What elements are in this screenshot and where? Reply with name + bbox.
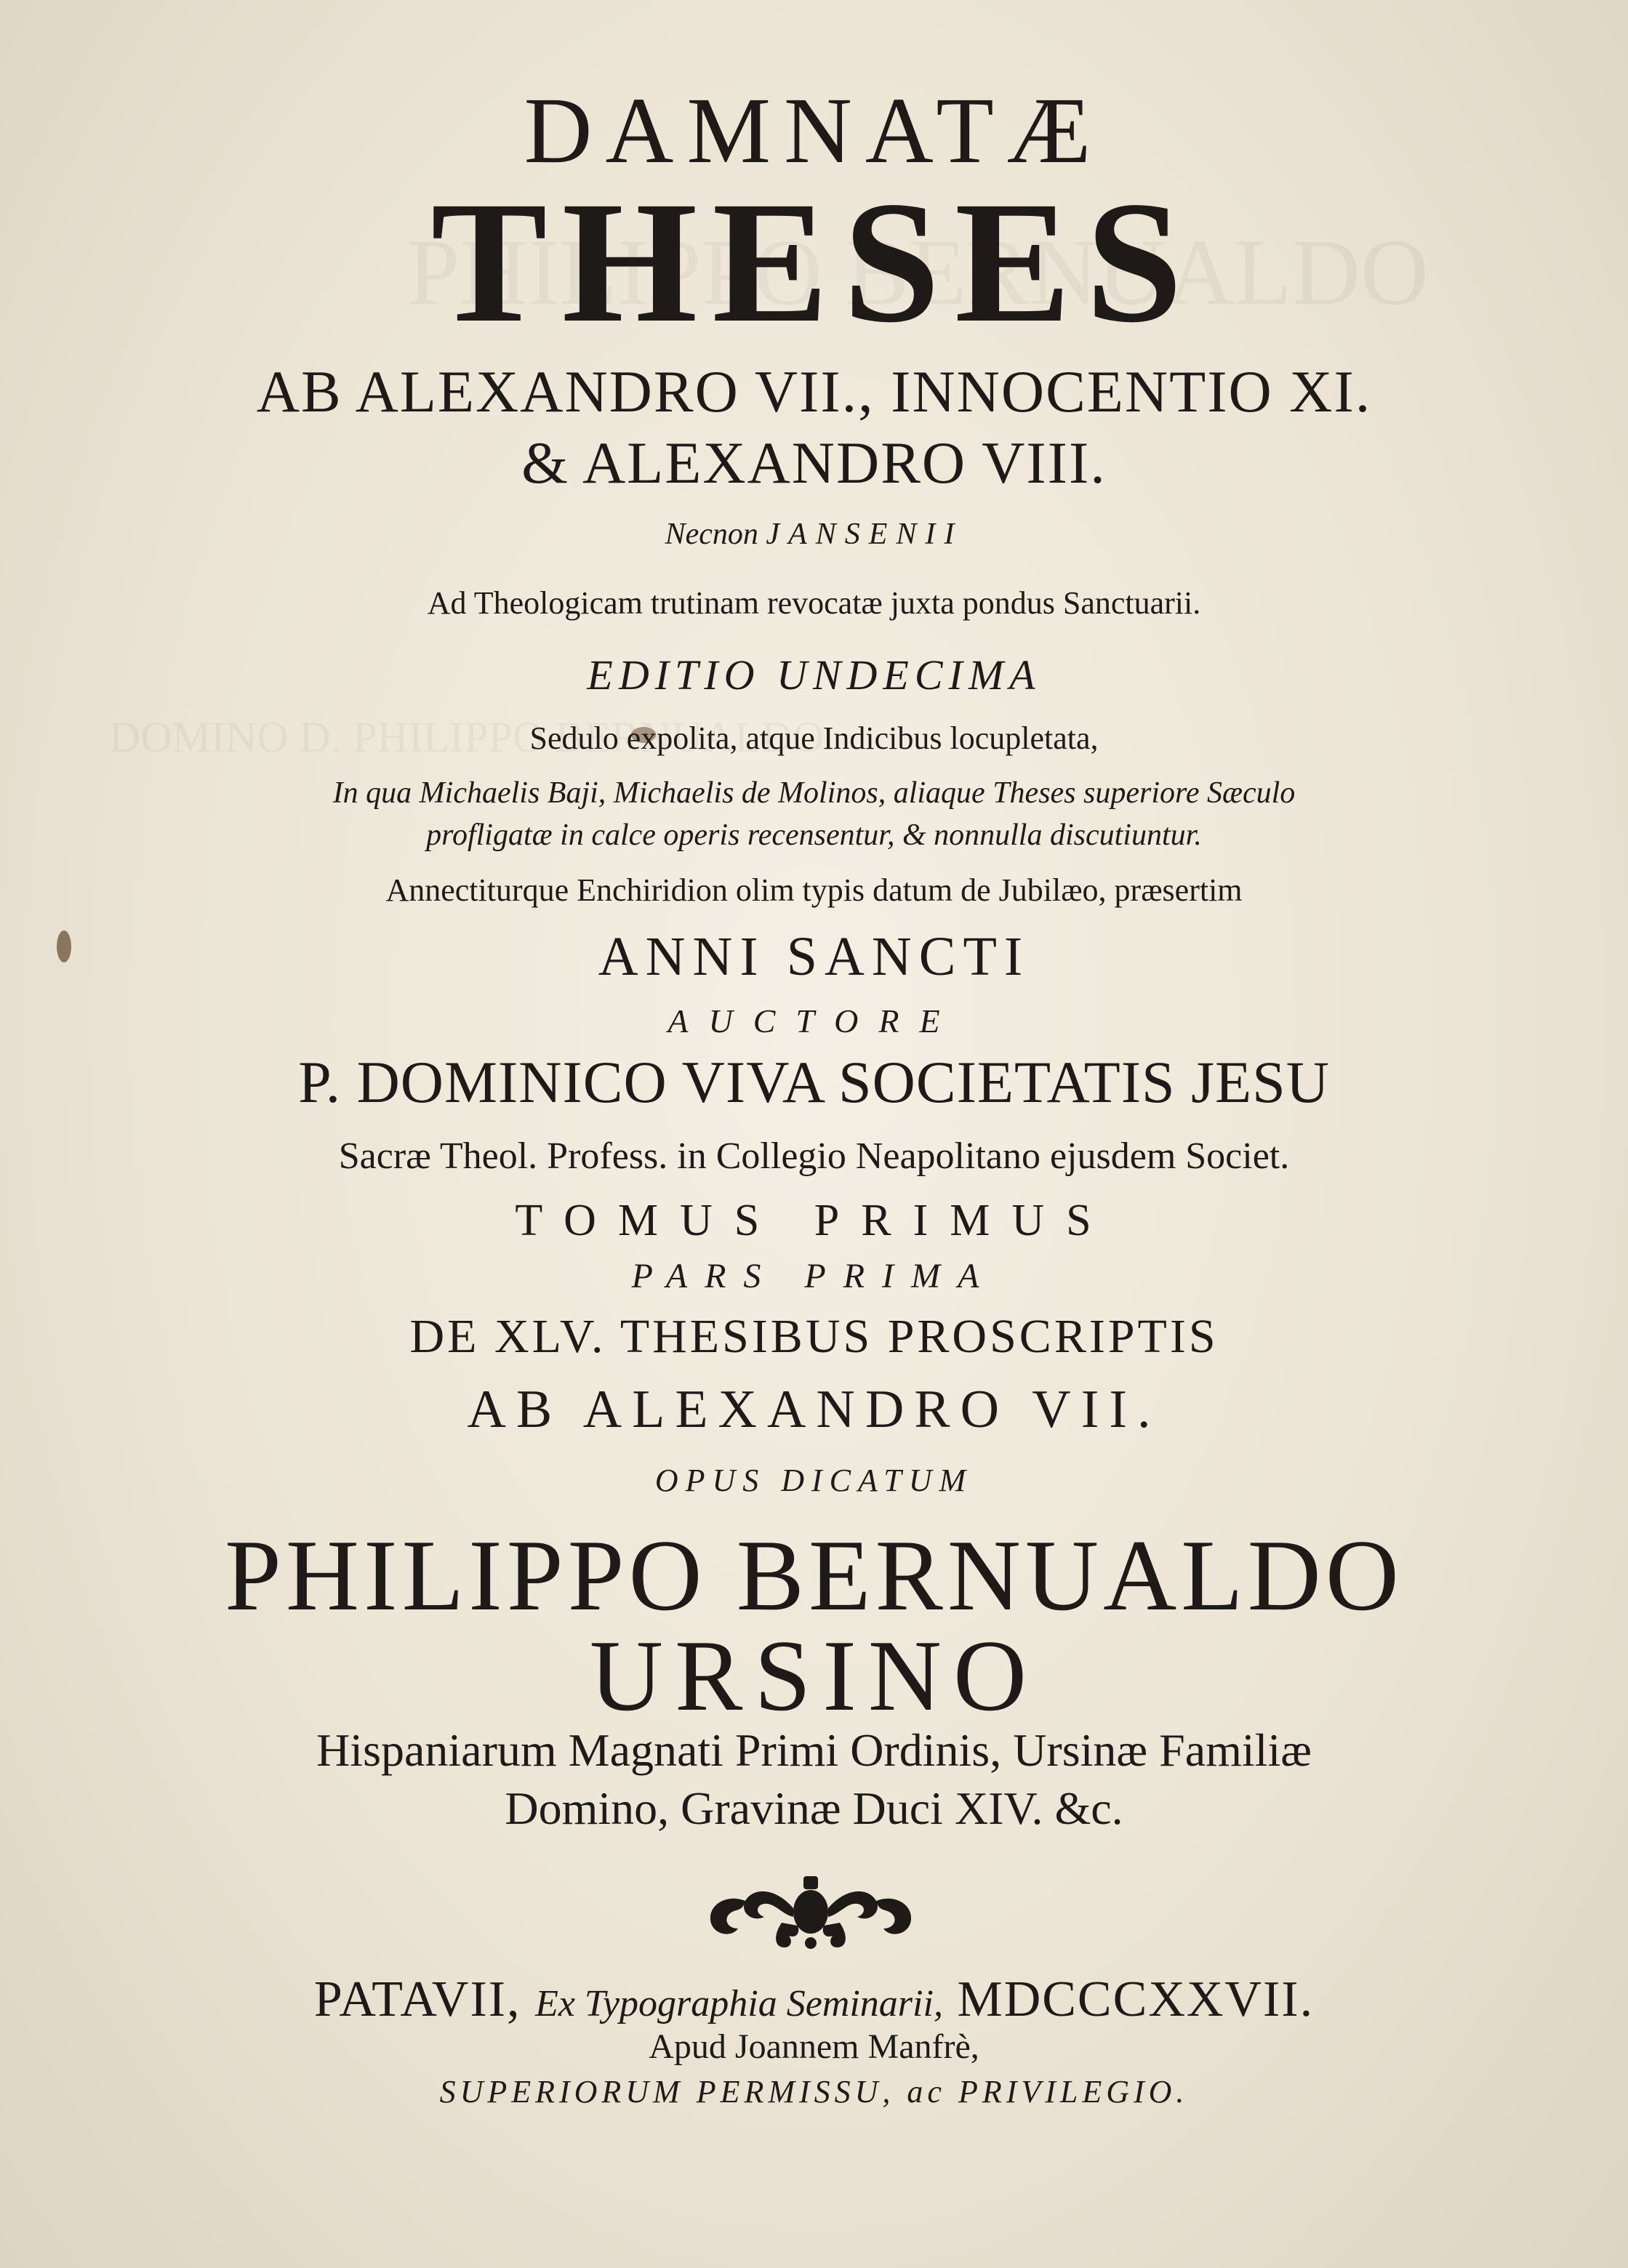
opus-dicatum-line: OPUS DICATUM <box>654 1463 974 1498</box>
pars-line: PARS PRIMA <box>631 1257 997 1295</box>
dedicatee-title-line-1: Hispaniarum Magnati Primi Ordinis, Ursinæ Familiæ <box>316 1724 1312 1776</box>
floral-fleuron-icon <box>694 1872 927 1952</box>
dedicatee-title-line-2: Domino, Gravinæ Duci XIV. &c. <box>505 1782 1123 1834</box>
popes-line-2: & ALEXANDRO VIII. <box>521 430 1107 496</box>
printer-line: Apud Joannem Manfrè, <box>649 2027 979 2066</box>
author-title: Sacræ Theol. Profess. in Collegio Neapolitano ejusdem Societ. <box>338 1135 1290 1177</box>
tomus-line: TOMUS PRIMUS <box>515 1196 1113 1245</box>
in-qua-line-1: In qua Michaelis Baji, Michaelis de Molinos, aliaque Theses superiore Sæculo <box>332 776 1296 810</box>
dedicatee-line-1: PHILIPPO BERNUALDO <box>225 1519 1403 1632</box>
annectitur-line: Annectiturque Enchiridion olim typis datum de Jubilæo, præsertim <box>385 872 1243 908</box>
ab-alexandro-vii-line: AB ALEXANDRO VII. <box>467 1380 1161 1439</box>
imprint-year: MDCCCXXVII. <box>957 1971 1315 2027</box>
necnon-line <box>0 519 1628 550</box>
anni-sancti-line: ANNI SANCTI <box>598 926 1030 987</box>
permission-line: SUPERIORUM PERMISSU, ac PRIVILEGIO. <box>439 2074 1189 2110</box>
title-line-2: THESES <box>430 165 1198 358</box>
ad-theologicam-line: Ad Theologicam trutinam revocatæ juxta pondus Sanctuarii. <box>427 585 1201 621</box>
imprint-line <box>0 1971 1628 2027</box>
imprint-city: PATAVII, <box>313 1971 521 2027</box>
necnon-prefix: Necnon <box>665 518 758 551</box>
title-line-1: DAMNATÆ <box>524 79 1104 183</box>
popes-line-1: AB ALEXANDRO VII., INNOCENTIO XI. <box>256 358 1372 425</box>
author-name: P. DOMINICO VIVA SOCIETATIS JESU <box>298 1049 1330 1115</box>
dedicatee-line-2: URSINO <box>589 1620 1039 1732</box>
auctore-line: AUCTORE <box>667 1002 961 1040</box>
sedulo-line: Sedulo expolita, atque Indicibus locupletata, <box>529 720 1099 756</box>
de-thesibus-line: DE XLV. THESIBUS PROSCRIPTIS <box>409 1310 1219 1363</box>
imprint-press: Ex Typographia Seminarii, <box>535 1983 943 2024</box>
editio-line: EDITIO UNDECIMA <box>587 651 1041 699</box>
in-qua-line-2: profligatæ in calce operis recensentur, & nonnulla discutiuntur. <box>426 819 1202 852</box>
jansenii-name: JANSENII <box>766 518 963 551</box>
